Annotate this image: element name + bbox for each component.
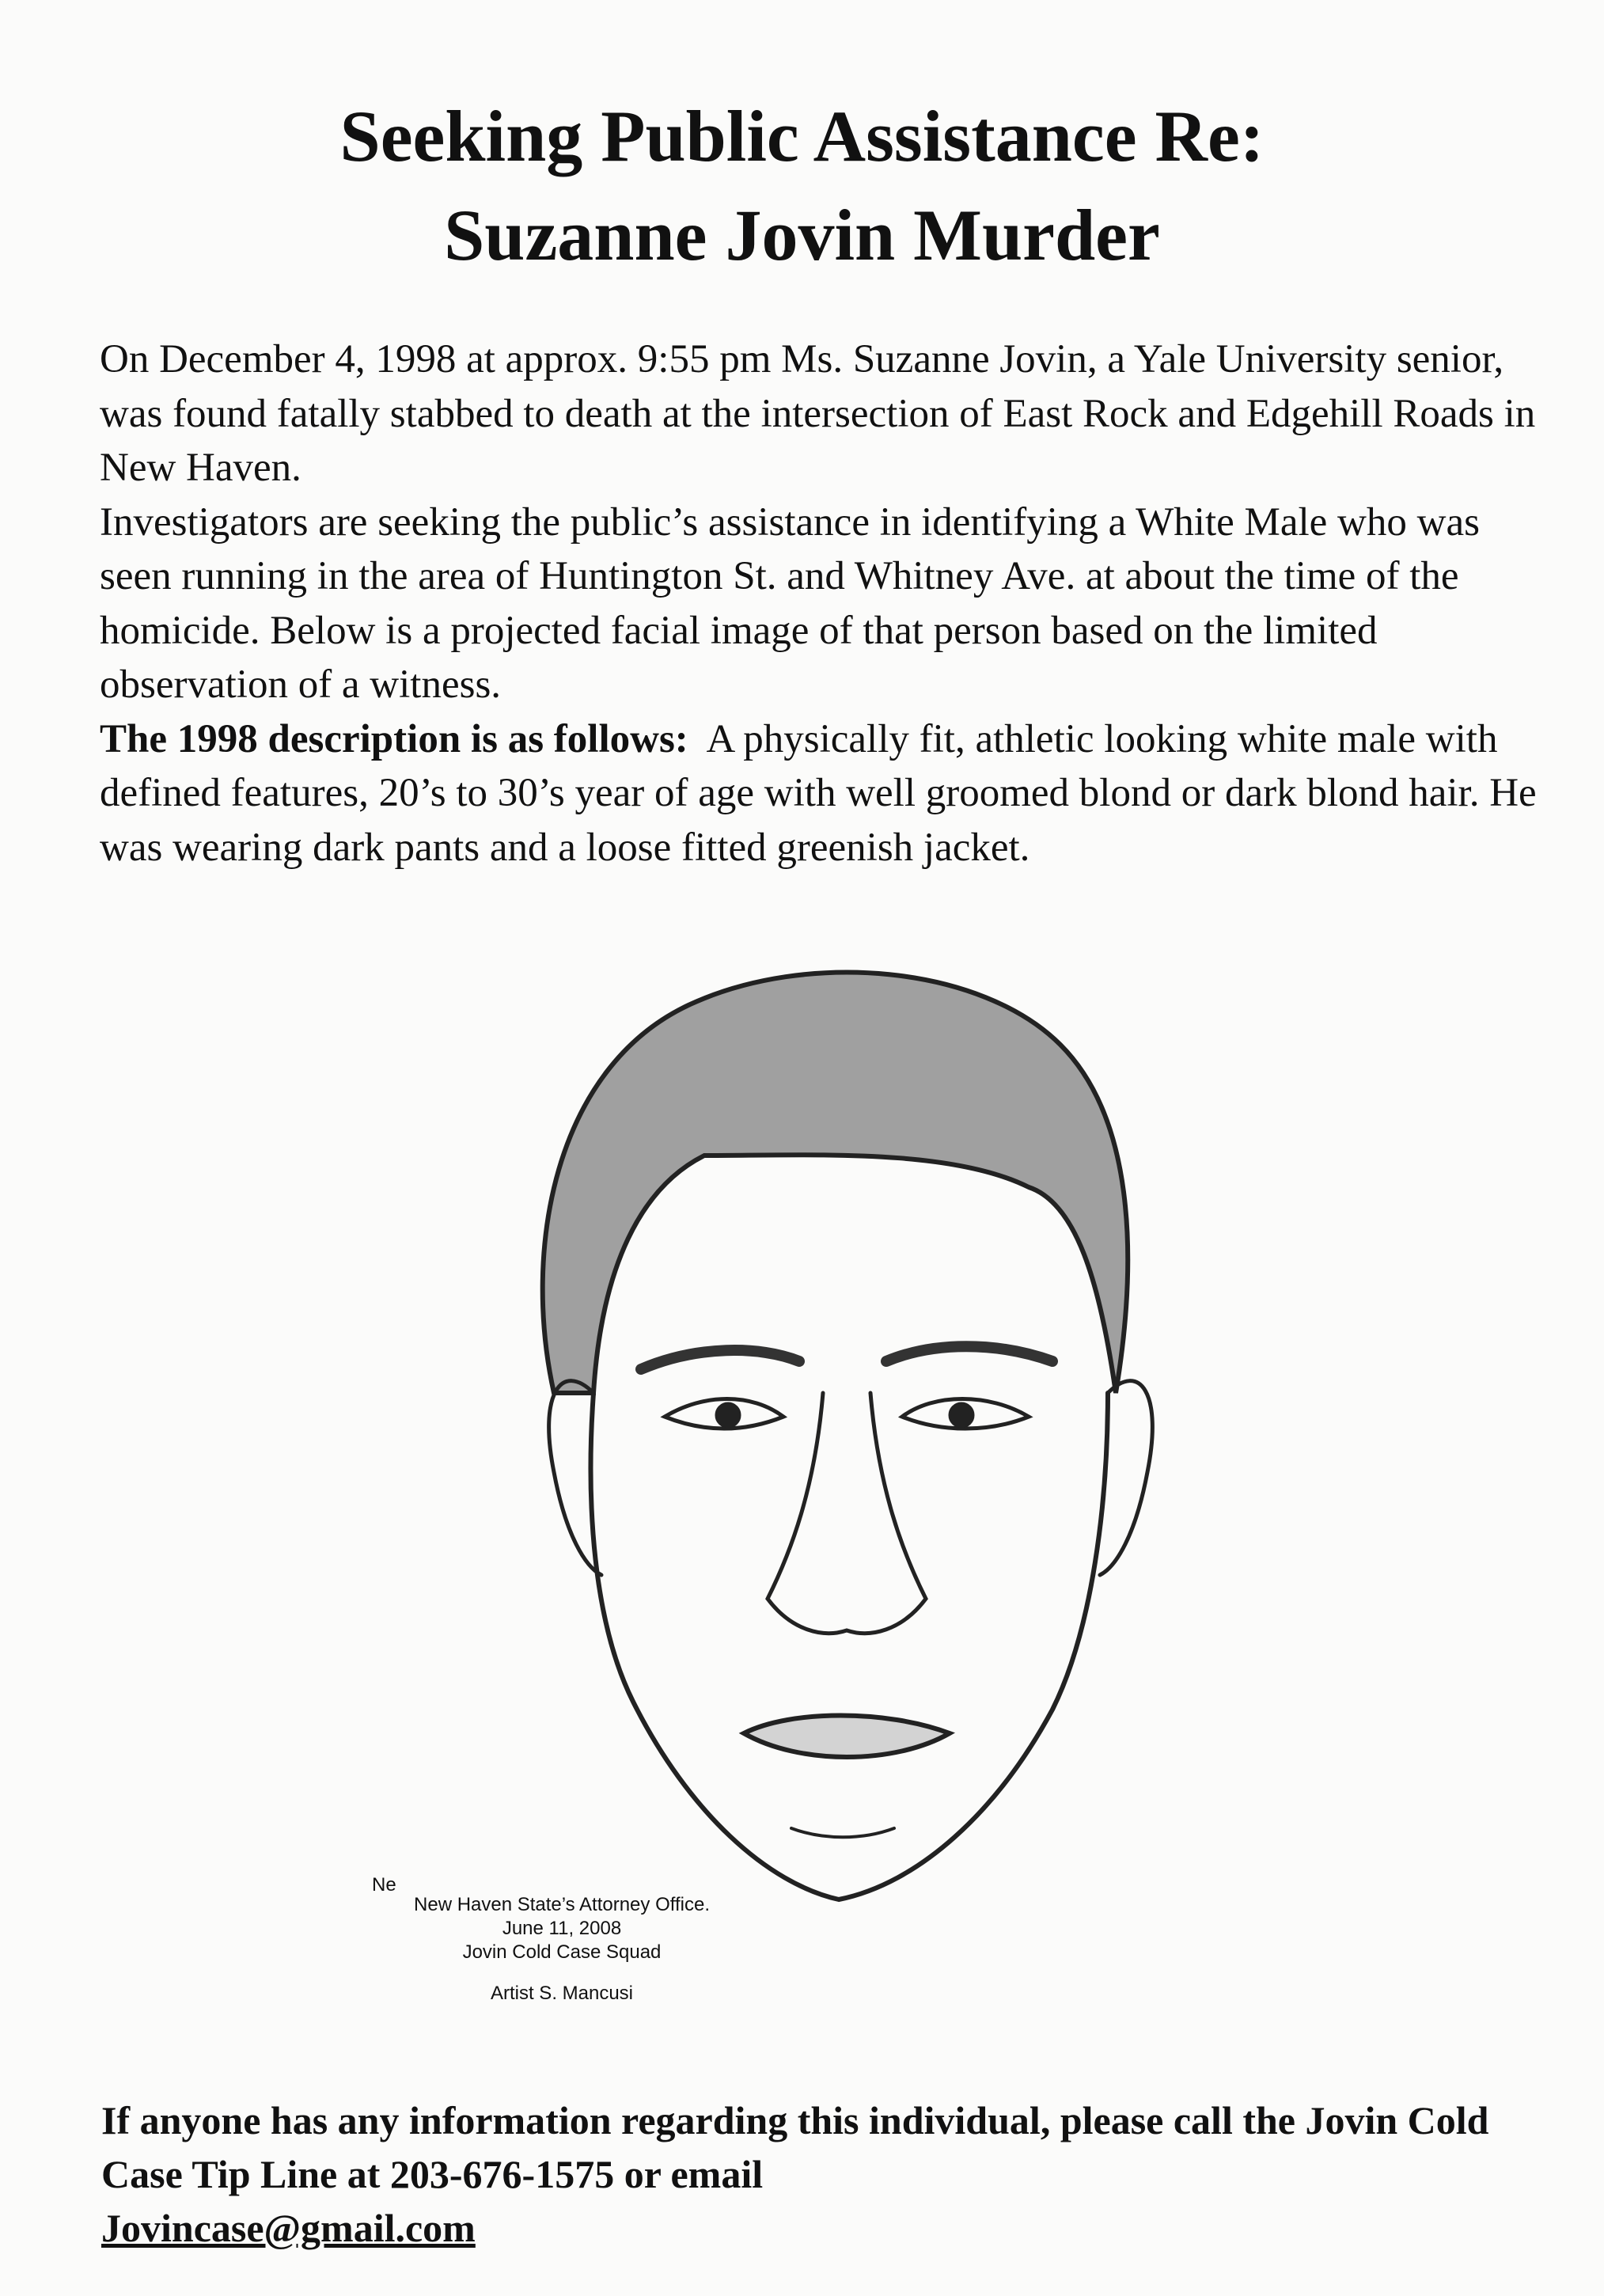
- description-heading: The 1998 description is as follows:: [100, 716, 688, 761]
- nose: [768, 1393, 926, 1634]
- contact-footer: [101, 2093, 1573, 2255]
- caption-stray: Ne: [372, 1874, 396, 1896]
- email-link[interactable]: Jovincase@gmail.com: [101, 2206, 476, 2250]
- contact-text: If anyone has any information regarding this individual, please call the Jovin Cold Case Tip Line at 203-676-1575 or email: [101, 2098, 1489, 2196]
- mouth: [744, 1716, 950, 1758]
- artist: Artist S. Mancusi: [490, 1983, 634, 2004]
- incident-paragraph: On December 4, 1998 at approx. 9:55 pm Ms. Suzanne Jovin, a Yale University senior, was found fatally stabbed to death at the intersection of East Rock and Edgehill Roads in New Haven.: [100, 337, 1536, 490]
- left-brow: [641, 1350, 799, 1369]
- squad: Jovin Cold Case Squad: [462, 1941, 662, 1963]
- hair: [543, 973, 1128, 1393]
- office: New Haven State’s Attorney Office.: [414, 1894, 710, 1915]
- face-outline: [591, 1393, 1108, 1899]
- description-text: A physically fit, athletic looking white male with defined features, 20’s to 30’s year of age with well groomed blond or dark blond hair. He was wearing dark pants and a loose fitted greenish jacket.: [100, 716, 1537, 870]
- right-brow: [886, 1346, 1052, 1361]
- title-line-2: Suzanne Jovin Murder: [444, 195, 1160, 275]
- description: [100, 332, 1540, 875]
- suspect-sketch: [506, 950, 1171, 1923]
- description-paragraph: [100, 712, 1540, 875]
- chin: [791, 1828, 894, 1837]
- sketch-date: June 11, 2008: [502, 1918, 622, 1939]
- request-paragraph: Investigators are seeking the public’s assistance in identifying a White Male who was seen running in the area of Huntington St. and Whitney Ave. at about the time of the homicide. Below is a projected facial image of that person based on the limited observation of a witness.: [100, 499, 1480, 707]
- sketch-credits: [380, 1893, 744, 2006]
- page-title: [0, 87, 1604, 285]
- title-line-1: Seeking Public Assistance Re:: [339, 96, 1265, 176]
